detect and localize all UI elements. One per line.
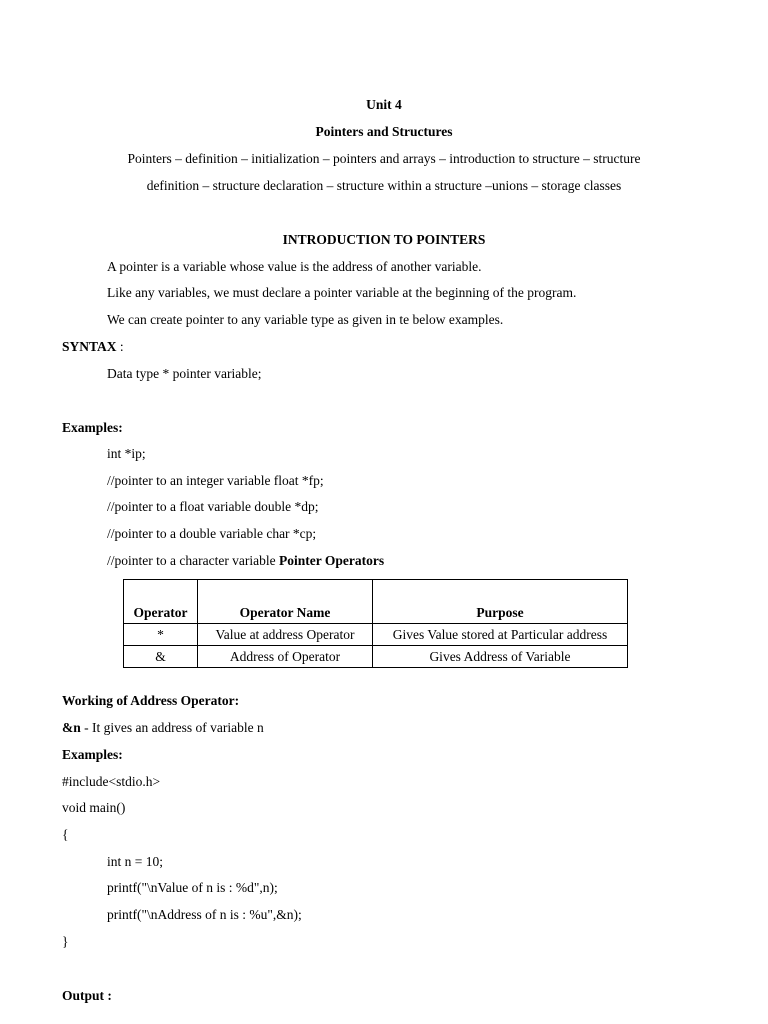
table-cell: Gives Address of Variable xyxy=(373,646,628,668)
chapter-title: Pointers and Structures xyxy=(315,124,453,139)
code-line: #include<stdio.h> xyxy=(62,774,161,789)
table-cell: Gives Value stored at Particular address xyxy=(373,624,628,646)
syntax-separator: : xyxy=(116,339,124,354)
example-line xyxy=(107,553,384,569)
example-line: //pointer to an integer variable float *fp; xyxy=(107,473,324,488)
code-line: int n = 10; xyxy=(107,854,163,869)
intro-paragraph: We can create pointer to any variable type as given in te below examples. xyxy=(107,312,504,327)
address-operator-term: &n xyxy=(62,720,81,735)
table-cell: * xyxy=(124,624,198,646)
unit-title: Unit 4 xyxy=(366,97,402,112)
code-line: { xyxy=(62,827,69,842)
example-line: //pointer to a double variable char *cp; xyxy=(107,526,317,541)
table-row xyxy=(124,646,628,668)
syntax-label: SYNTAX xyxy=(62,339,117,354)
table-cell: & xyxy=(124,646,198,668)
syllabus-line-2: definition – structure declaration – structure within a structure –unions – storage classes xyxy=(146,178,622,193)
table-cell: Address of Operator xyxy=(198,646,373,668)
table-header-cell: Operator Name xyxy=(198,580,373,624)
syllabus-line-1: Pointers – definition – initialization – pointers and arrays – introduction to structure – structure xyxy=(127,151,641,166)
code-line: printf("\nValue of n is : %d",n); xyxy=(107,880,278,895)
example-line: //pointer to a float variable double *dp; xyxy=(107,499,319,514)
intro-paragraph: Like any variables, we must declare a pointer variable at the beginning of the program. xyxy=(107,285,577,300)
syntax-text: Data type * pointer variable; xyxy=(107,366,262,381)
table-row xyxy=(124,624,628,646)
intro-paragraph: A pointer is a variable whose value is the address of another variable. xyxy=(107,259,482,274)
examples-label: Examples: xyxy=(62,420,123,435)
operators-table xyxy=(123,579,628,668)
syntax-line xyxy=(62,339,124,355)
section-heading: INTRODUCTION TO POINTERS xyxy=(282,232,486,247)
address-operator-description: - It gives an address of variable n xyxy=(80,720,264,735)
example-line: int *ip; xyxy=(107,446,146,461)
table-header-cell: Operator xyxy=(124,580,198,624)
pointer-operators-heading: Pointer Operators xyxy=(279,553,385,568)
table-cell: Value at address Operator xyxy=(198,624,373,646)
address-operator-heading: Working of Address Operator: xyxy=(62,693,240,708)
table-header-cell: Purpose xyxy=(373,580,628,624)
examples-label: Examples: xyxy=(62,747,123,762)
address-operator-line xyxy=(62,720,264,736)
output-label: Output : xyxy=(62,988,112,1003)
example-line-text: //pointer to a character variable xyxy=(107,553,280,568)
code-line: printf("\nAddress of n is : %u",&n); xyxy=(107,907,302,922)
code-line: void main() xyxy=(62,800,126,815)
code-line: } xyxy=(62,934,69,949)
table-header-row xyxy=(124,580,628,624)
